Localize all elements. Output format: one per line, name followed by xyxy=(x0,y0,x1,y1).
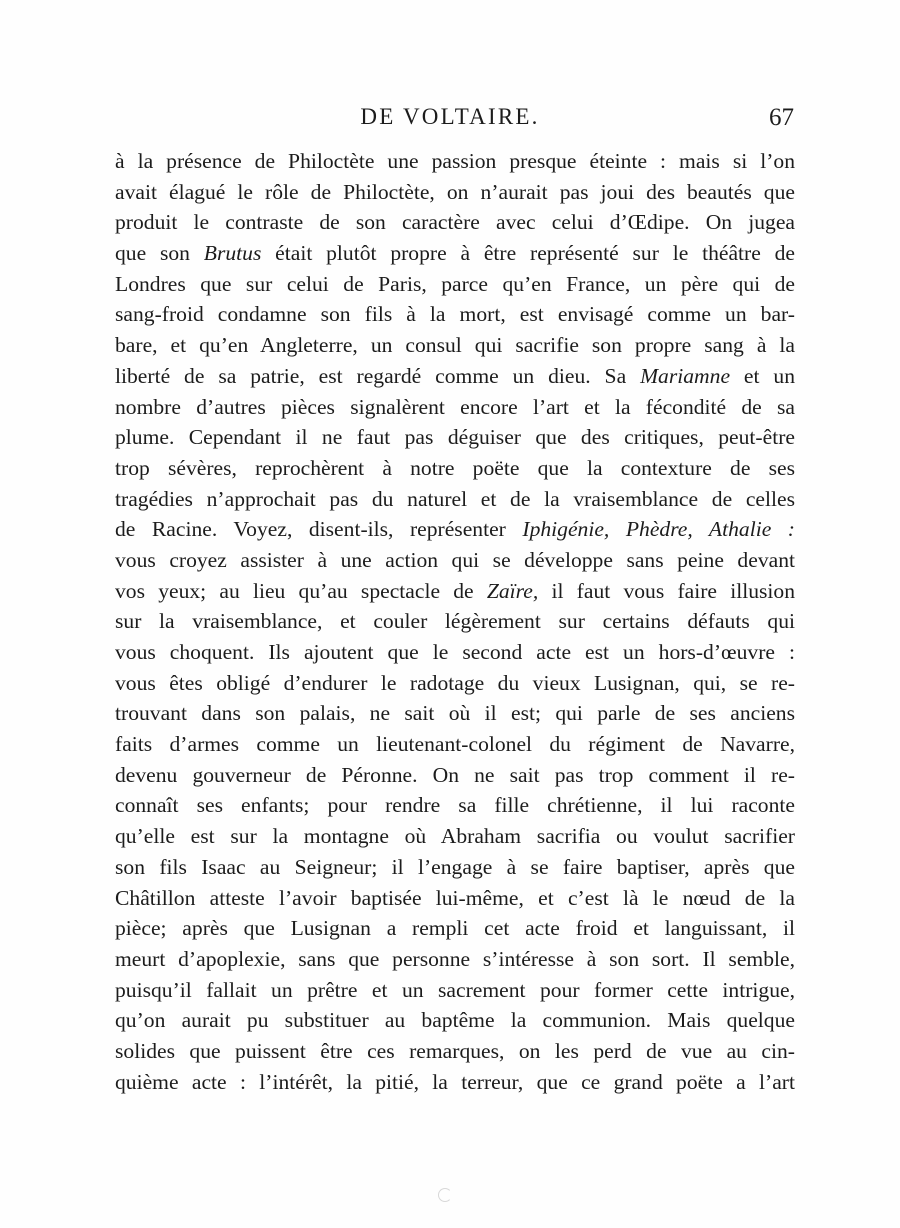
text-line xyxy=(115,299,795,330)
text-run: produit le contraste de son caractère avec celui d’Œdipe. On jugea xyxy=(115,210,795,235)
text-line xyxy=(115,760,795,791)
text-run: faits d’armes comme un lieutenant-colonel du régiment de Navarre, xyxy=(115,732,795,757)
text-line xyxy=(115,729,795,760)
text-line xyxy=(115,207,795,238)
text-line xyxy=(115,637,795,668)
text-line xyxy=(115,453,795,484)
text-line xyxy=(115,1005,795,1036)
italic-title-mariamne: Mariamne xyxy=(640,363,731,388)
text-line xyxy=(115,146,795,177)
text-run: plume. Cependant il ne faut pas déguiser que des critiques, peut-être xyxy=(115,425,795,450)
text-run: qu’on aurait pu substituer au baptême la communion. Mais quelque xyxy=(115,1008,795,1033)
text-run: était plutôt propre à être représenté sur le théâtre de xyxy=(261,241,795,266)
text-line xyxy=(115,514,795,545)
text-run: à la présence de Philoctète une passion presque éteinte : mais si l’on xyxy=(115,149,795,173)
text-line xyxy=(115,484,795,515)
text-run: avait élagué le rôle de Philoctète, on n’aurait pas joui des beautés que xyxy=(115,179,795,204)
text-run: liberté de sa patrie, est regardé comme un dieu. Sa xyxy=(115,363,641,388)
text-run: trop sévères, reprochèrent à notre poëte que la contexture de ses xyxy=(115,455,795,480)
text-line xyxy=(115,913,795,944)
text-line xyxy=(115,361,795,392)
text-line xyxy=(115,238,795,269)
text-line xyxy=(115,330,795,361)
text-run: qu’elle est sur la montagne où Abraham sacrifia ou voulut sacrifier xyxy=(115,824,795,849)
text-line xyxy=(115,545,795,576)
text-run: Châtillon atteste l’avoir baptisée lui-même, et c’est là le nœud de la xyxy=(115,885,795,910)
text-run: sang-froid condamne son fils à la mort, est envisagé comme un bar- xyxy=(115,302,795,327)
running-head xyxy=(0,104,900,138)
page-number: 67 xyxy=(769,104,794,131)
text-line xyxy=(115,668,795,699)
text-run: vous choquent. Ils ajoutent que le second acte est un hors-d’œuvre : xyxy=(115,640,795,664)
body-text xyxy=(115,146,795,1097)
text-line xyxy=(115,944,795,975)
text-run: tragédies n’approchait pas du naturel et de la vraisemblance de celles xyxy=(115,486,795,511)
text-line xyxy=(115,883,795,914)
italic-title-brutus: Brutus xyxy=(203,241,262,266)
text-run: connaît ses enfants; pour rendre sa fille chrétienne, il lui raconte xyxy=(115,793,795,818)
text-line xyxy=(115,422,795,453)
text-line xyxy=(115,392,795,423)
text-line xyxy=(115,177,795,208)
text-run: solides que puissent être ces remarques, on les perd de vue au cin- xyxy=(115,1038,795,1063)
text-run: et un xyxy=(730,363,795,388)
text-run: de Racine. Voyez, disent-ils, représenter xyxy=(115,517,523,542)
italic-titles-racine: Iphigénie, Phèdre, Athalie : xyxy=(522,517,795,542)
text-run: nombre d’autres pièces signalèrent encore l’art et la fécondité de sa xyxy=(115,394,795,419)
text-run: meurt d’apoplexie, sans que personne s’intéresse à son sort. Il semble, xyxy=(115,946,795,971)
text-run: sur la vraisemblance, et couler légèrement sur certains défauts qui xyxy=(115,609,795,634)
paper-blemish xyxy=(438,1188,452,1202)
text-line xyxy=(115,606,795,637)
text-line xyxy=(115,790,795,821)
text-run: vos yeux; au lieu qu’au spectacle de xyxy=(115,578,487,603)
text-run: vous croyez assister à une action qui se développe sans peine devant xyxy=(115,547,795,572)
text-line xyxy=(115,975,795,1006)
text-line xyxy=(115,1036,795,1067)
text-line xyxy=(115,576,795,607)
text-line xyxy=(115,269,795,300)
text-line xyxy=(115,821,795,852)
text-run: trouvant dans son palais, ne sait où il est; qui parle de ses anciens xyxy=(115,701,795,726)
text-run: bare, et qu’en Angleterre, un consul qui sacrifie son propre sang à la xyxy=(115,333,795,358)
text-run: son fils Isaac au Seigneur; il l’engage à se faire baptiser, après que xyxy=(115,854,795,879)
text-run: pièce; après que Lusignan a rempli cet acte froid et languissant, il xyxy=(115,916,795,941)
text-line xyxy=(115,698,795,729)
italic-title-zaire: Zaïre, xyxy=(486,578,539,603)
text-run: puisqu’il fallait un prêtre et un sacrement pour former cette intrigue, xyxy=(115,977,795,1002)
text-run: devenu gouverneur de Péronne. On ne sait pas trop comment il re- xyxy=(115,762,795,787)
text-run: Londres que sur celui de Paris, parce qu’en France, un père qui de xyxy=(115,271,795,296)
text-run: il faut vous faire illusion xyxy=(538,578,795,603)
text-line xyxy=(115,1067,795,1098)
running-title: DE VOLTAIRE. xyxy=(360,104,540,129)
text-run: quième acte : l’intérêt, la pitié, la terreur, que ce grand poëte a l’art xyxy=(115,1069,795,1094)
text-line xyxy=(115,852,795,883)
text-run: que son xyxy=(115,241,204,266)
text-run: vous êtes obligé d’endurer le radotage du vieux Lusignan, qui, se re- xyxy=(115,670,795,695)
